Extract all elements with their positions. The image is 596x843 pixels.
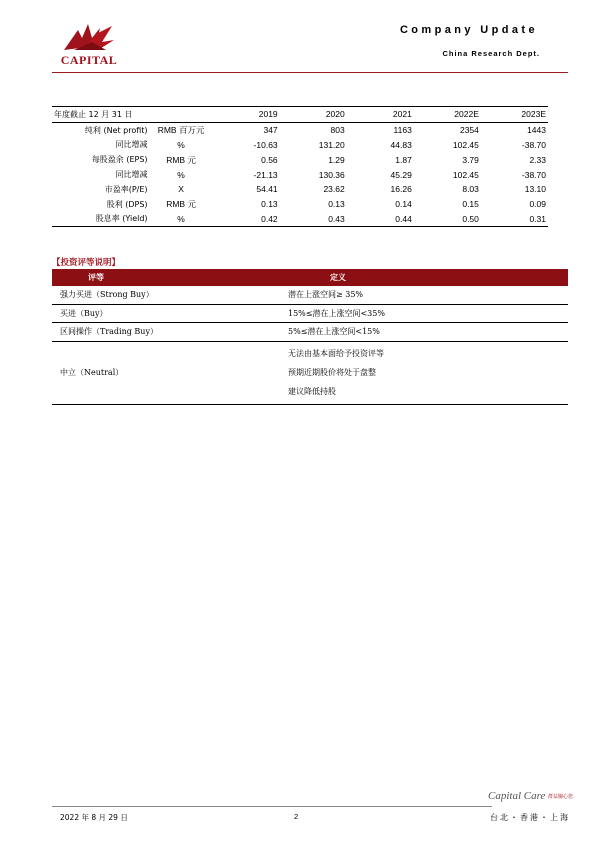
rating-name: 买进（Buy） [52, 304, 280, 323]
header-divider [52, 72, 568, 73]
table-cell: 1443 [527, 125, 546, 136]
office-cities: 台北・香港・上海 [490, 813, 570, 822]
table-cell: 102.45 [452, 169, 479, 180]
fiscal-year-label: 年度截止 12 月 31 日 [52, 107, 150, 123]
rating-row [52, 286, 568, 304]
rating-name: 中立（Neutral） [52, 341, 280, 404]
table-cell: 0.42 [213, 212, 280, 227]
year-header: 2023E [481, 107, 548, 123]
table-cell: 0.56 [261, 154, 278, 165]
table-row [52, 152, 548, 167]
table-cell: 0.50 [414, 212, 481, 227]
table-cell: 0.13 [261, 199, 278, 210]
table-cell: 2354 [459, 125, 479, 136]
document-type-title: Company Update [399, 24, 538, 36]
report-date: 2022 年 8 月 29 日 [60, 813, 128, 822]
rating-row [52, 323, 568, 342]
table-cell: 13.10 [524, 184, 546, 195]
department-label: China Research Dept. [442, 49, 540, 58]
table-row [52, 182, 548, 197]
row-label: 每股盈余 (EPS) [91, 155, 148, 165]
table-cell: -38.70 [521, 139, 546, 150]
table-row [52, 212, 548, 227]
definition-line: 无法由基本面给予投资评等 [288, 349, 384, 358]
table-cell: 54.41 [256, 184, 278, 195]
company-logo [52, 20, 132, 68]
row-unit: % [177, 169, 185, 180]
table-cell: 0.43 [280, 212, 347, 227]
year-header: 2022E [414, 107, 481, 123]
rating-name: 区间操作（Trading Buy） [52, 323, 280, 342]
capital-care-logo: Capital Care [488, 790, 546, 802]
page-number: 2 [294, 812, 299, 821]
row-label: 纯利 (Net profit) [84, 125, 148, 135]
row-label: 股息率 (Yield) [52, 212, 150, 227]
rating-name: 强力买进（Strong Buy） [52, 286, 280, 304]
table-cell: 1.87 [395, 154, 412, 165]
table-cell: 3.79 [462, 154, 479, 165]
rating-definition: 15%≤潜在上涨空间<35% [280, 304, 568, 323]
table-cell: 45.29 [390, 169, 412, 180]
rating-section-title: 【投资评等说明】 [52, 258, 121, 268]
year-header: 2021 [347, 107, 414, 123]
table-cell: 1163 [393, 125, 412, 136]
footer-divider [52, 806, 492, 807]
table-row [52, 197, 548, 212]
row-unit: RMB 百万元 [157, 125, 205, 136]
table-cell: -10.63 [253, 139, 278, 150]
row-label: 同比增减 [115, 140, 148, 150]
table-cell: 102.45 [452, 139, 479, 150]
table-cell: 44.83 [390, 139, 412, 150]
financial-summary-table [52, 106, 548, 227]
row-unit: % [150, 212, 213, 227]
table-cell: 23.62 [323, 184, 345, 195]
table-cell: 130.36 [318, 169, 345, 180]
rating-definition [280, 341, 568, 404]
rating-row [52, 304, 568, 323]
table-cell: -38.70 [521, 169, 546, 180]
row-label: 股利 (DPS) [106, 199, 148, 209]
row-unit: RMB 元 [166, 154, 196, 165]
table-cell: 803 [330, 125, 345, 136]
table-cell: 0.13 [328, 199, 345, 210]
table-cell: 0.14 [395, 199, 412, 210]
table-row [52, 138, 548, 153]
row-unit: X [178, 184, 184, 195]
rating-definition: 5%≤潜在上涨空间<15% [280, 323, 568, 342]
table-cell: 0.15 [462, 199, 479, 210]
table-row [52, 167, 548, 182]
table-cell: 2.33 [529, 154, 546, 165]
table-cell: 347 [263, 125, 278, 136]
rating-definition-table [52, 269, 568, 405]
rating-definition: 潜在上涨空间≥ 35% [280, 286, 568, 304]
rating-row [52, 341, 568, 404]
definition-column-header: 定义 [280, 269, 568, 286]
table-header-row [52, 107, 548, 123]
brand-tagline: 群益關心您 [548, 794, 574, 800]
unit-header [150, 107, 213, 123]
table-row [52, 122, 548, 137]
table-cell: 16.26 [390, 184, 412, 195]
year-header: 2020 [280, 107, 347, 123]
definition-line: 建议降低持股 [288, 387, 336, 396]
table-cell: 1.29 [328, 154, 345, 165]
table-cell: 8.03 [462, 184, 479, 195]
table-cell: 0.31 [481, 212, 548, 227]
definition-line: 预期近期股价将处于盘整 [288, 368, 376, 377]
table-cell: 131.20 [318, 139, 345, 150]
rating-column-header: 评等 [52, 269, 280, 286]
table-cell: 0.09 [529, 199, 546, 210]
rating-header-row [52, 269, 568, 286]
logo-text: CAPITAL [60, 53, 118, 67]
row-unit: % [177, 139, 185, 150]
row-unit: RMB 元 [166, 199, 196, 210]
phoenix-logo-icon [52, 20, 126, 54]
row-label: 同比增减 [115, 170, 148, 180]
year-header: 2019 [213, 107, 280, 123]
table-cell: -21.13 [253, 169, 278, 180]
row-label: 市盈率(P/E) [104, 184, 148, 194]
table-cell: 0.44 [347, 212, 414, 227]
